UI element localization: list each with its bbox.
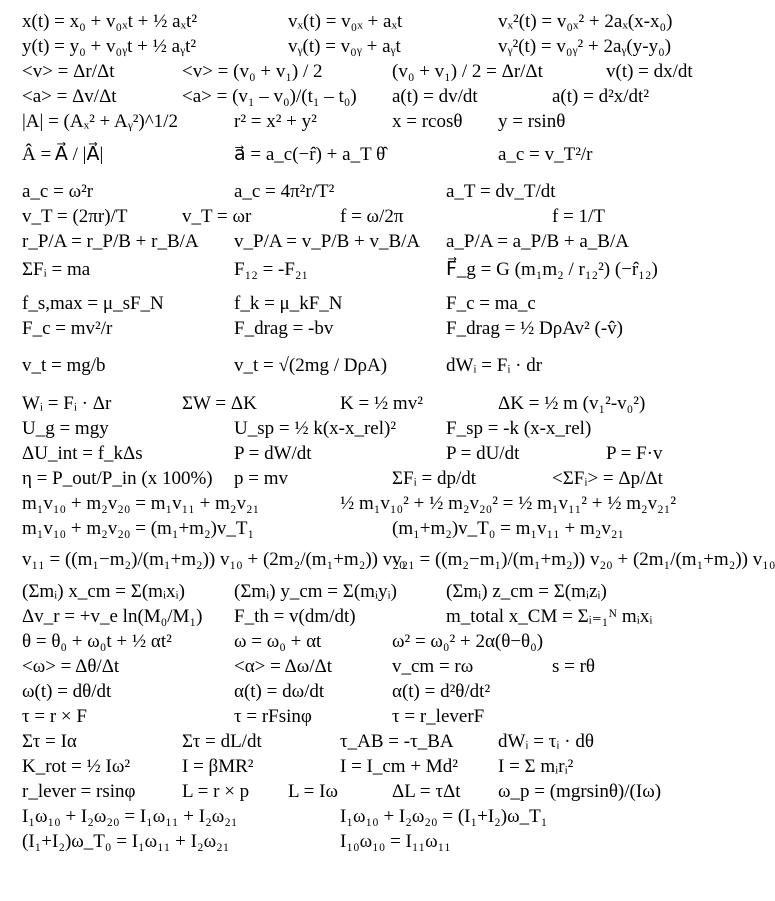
formula-accel-components: a⃗ = a_c(−r̂) + a_T θ̂: [234, 144, 386, 165]
formula-spring-force: F_sp = -k (x-x_rel): [446, 418, 592, 439]
formula-avg-angular-velocity: <ω> = Δθ/Δt: [22, 656, 120, 677]
formula-torque-cross: τ = r × F: [22, 706, 87, 727]
formula-center-of-mass-sum: m_total x_CM = Σᵢ₌₁ᴺ mᵢxᵢ: [446, 606, 653, 627]
formula-arc-length: s = rθ: [552, 656, 596, 677]
formula-tangential-omega: v_T = ωr: [182, 206, 252, 227]
formula-moment-inertia-beta: I = βMR²: [182, 756, 254, 777]
formula-center-of-mass-x: (Σmᵢ) x_cm = Σ(mᵢxᵢ): [22, 581, 185, 602]
formula-angular-position: θ = θ₀ + ω₀t + ½ αt²: [22, 631, 172, 652]
formula-differential-work: dWᵢ = Fᵢ · dr: [446, 355, 543, 376]
formula-work-energy: ΣW = ΔK: [182, 393, 257, 414]
formula-angular-explosion: (I₁+I₂)ω_T₀ = I₁ω₁₁ + I₂ω₂₁: [22, 831, 230, 852]
formula-x-position: x(t) = x₀ + v₀ₓt + ½ aₓt²: [22, 11, 198, 32]
formula-vy-squared: vᵧ²(t) = v₀ᵧ² + 2aᵧ(y-y₀): [498, 36, 672, 57]
formula-rotational-ke: K_rot = ½ Iω²: [22, 756, 131, 777]
formula-static-friction: f_s,max = μ_sF_N: [22, 293, 164, 314]
formula-kinetic-energy: K = ½ mv²: [340, 393, 423, 414]
formula-linear-drag: F_drag = -bv: [234, 318, 334, 339]
formula-vx: vₓ(t) = v₀ₓ + aₓt: [288, 11, 403, 32]
formula-force-momentum: ΣFᵢ = dp/dt: [392, 468, 477, 489]
formula-torque-sine: τ = rFsinφ: [234, 706, 312, 727]
formula-avg-force-momentum: <ΣFᵢ> = Δp/Δt: [552, 468, 663, 489]
formula-angular-impulse: ΔL = τΔt: [392, 781, 461, 802]
formula-avg-accel-interval: <a> = (v₁ – v₀)/(t₁ – t₀): [182, 86, 357, 107]
formula-frequency-omega: f = ω/2π: [340, 206, 404, 227]
formula-relative-accel: a_P/A = a_P/B + a_B/A: [446, 231, 629, 252]
formula-quadratic-drag: F_drag = ½ DρAv² (-v̂): [446, 318, 623, 339]
formula-angular-velocity: ω = ω₀ + αt: [234, 631, 322, 652]
formula-centripetal-period: a_c = 4π²r/T²: [234, 181, 335, 202]
formula-center-of-mass-y: (Σmᵢ) y_cm = Σ(mᵢyᵢ): [234, 581, 397, 602]
formula-newton-second: ΣFᵢ = ma: [22, 259, 91, 280]
formula-kinetic-friction: f_k = μ_kF_N: [234, 293, 343, 314]
formula-work: Wᵢ = Fᵢ · Δr: [22, 393, 112, 414]
formula-efficiency: η = P_out/P_in (x 100%): [22, 468, 213, 489]
formula-centripetal-force-v: F_c = mv²/r: [22, 318, 113, 339]
formula-angular-inelastic: I₁ω₁₀ + I₂ω₂₀ = (I₁+I₂)ω_T₁: [340, 806, 548, 827]
formula-gravitational-pe: U_g = mgy: [22, 418, 109, 439]
formula-vector-magnitude: |A| = (Aₓ² + Aᵧ²)^1/2: [22, 111, 178, 132]
formula-tangential-accel: a_T = dv_T/dt: [446, 181, 556, 202]
formula-rotational-work: dWᵢ = τᵢ · dθ: [498, 731, 594, 752]
formula-rocket-equation: Δv_r = +v_e ln(M₀/M₁): [22, 606, 203, 627]
formula-y-position: y(t) = y₀ + v₀ᵧt + ½ aᵧt²: [22, 36, 197, 57]
formula-avg-velocity-eq: (v₀ + v₁) / 2 = Δr/Δt: [392, 61, 543, 82]
formula-avg-accel: <a> = Δv/Δt: [22, 86, 117, 107]
formula-thrust: F_th = v(dm/dt): [234, 606, 356, 627]
formula-explosion: (m₁+m₂)v_T₀ = m₁v₁₁ + m₂v₂₁: [392, 518, 625, 539]
formula-frequency-period: f = 1/T: [552, 206, 605, 227]
formula-centripetal-omega: a_c = ω²r: [22, 181, 94, 202]
formula-accel-second-derivative: a(t) = d²x/dt²: [552, 86, 650, 107]
formula-radius-squared: r² = x² + y²: [234, 111, 317, 132]
formula-gravitation: F⃗_g = G (m₁m₂ / r₁₂²) (−r̂₁₂): [446, 259, 658, 280]
formula-power-energy: P = dU/dt: [446, 443, 520, 464]
formula-alpha-second-derivative: α(t) = d²θ/dt²: [392, 681, 491, 702]
formula-torque-lever: τ = r_leverF: [392, 706, 485, 727]
formula-accel-derivative: a(t) = dv/dt: [392, 86, 478, 107]
formula-relative-position: r_P/A = r_P/B + r_B/A: [22, 231, 199, 252]
formula-unit-vector: Â = A⃗ / |A⃗|: [22, 144, 104, 165]
formula-internal-energy: ΔU_int = f_kΔs: [22, 443, 143, 464]
formula-torque-pair: τ_AB = -τ_BA: [340, 731, 454, 752]
formula-avg-velocity-mean: <v> = (v₀ + v₁) / 2: [182, 61, 323, 82]
formula-precession: ω_p = (mgrsinθ)/(Iω): [498, 781, 662, 802]
formula-power-force: P = F·v: [606, 443, 663, 464]
formula-angular-momentum-inertia: L = Iω: [288, 781, 338, 802]
formula-momentum: p = mv: [234, 468, 288, 489]
formula-y-polar: y = rsinθ: [498, 111, 566, 132]
formula-avg-angular-accel: <α> = Δω/Δt: [234, 656, 333, 677]
formula-spring-pe: U_sp = ½ k(x-x_rel)²: [234, 418, 397, 439]
formula-tangential-velocity: v_T = (2πr)/T: [22, 206, 128, 227]
formula-avg-velocity: <v> = Δr/Δt: [22, 61, 115, 82]
formula-vx-squared: vₓ²(t) = v₀ₓ² + 2aₓ(x-x₀): [498, 11, 673, 32]
formula-angular-momentum-single: I₁₀ω₁₀ = I₁₁ω₁₁: [340, 831, 451, 852]
formula-centripetal-force: F_c = ma_c: [446, 293, 536, 314]
formula-alpha-derivative: α(t) = dω/dt: [234, 681, 325, 702]
formula-x-polar: x = rcosθ: [392, 111, 463, 132]
formula-power-work: P = dW/dt: [234, 443, 312, 464]
formula-momentum-conservation: m₁v₁₀ + m₂v₂₀ = m₁v₁₁ + m₂v₂₁: [22, 493, 260, 514]
formula-relative-velocity: v_P/A = v_P/B + v_B/A: [234, 231, 421, 252]
formula-angular-velocity-squared: ω² = ω₀² + 2α(θ−θ₀): [392, 631, 544, 652]
formula-delta-kinetic: ΔK = ½ m (v₁²-v₀²): [498, 393, 646, 414]
formula-terminal-velocity-linear: v_t = mg/b: [22, 355, 106, 376]
formula-newton-third: F₁₂ = -F₂₁: [234, 259, 309, 280]
formula-parallel-axis: I = I_cm + Md²: [340, 756, 458, 777]
formula-angular-momentum-conservation: I₁ω₁₀ + I₂ω₂₀ = I₁ω₁₁ + I₂ω₂₁: [22, 806, 238, 827]
formula-torque-angular-momentum: Στ = dL/dt: [182, 731, 262, 752]
formula-moment-inertia-sum: I = Σ mᵢrᵢ²: [498, 756, 574, 777]
formula-velocity-derivative: v(t) = dx/dt: [606, 61, 693, 82]
formula-cm-velocity: v_cm = rω: [392, 656, 474, 677]
formula-center-of-mass-z: (Σmᵢ) z_cm = Σ(mᵢzᵢ): [446, 581, 607, 602]
formula-lever-arm: r_lever = rsinφ: [22, 781, 136, 802]
formula-centripetal-accel: a_c = v_T²/r: [498, 144, 593, 165]
formula-vy: vᵧ(t) = v₀ᵧ + aᵧt: [288, 36, 401, 57]
formula-omega-derivative: ω(t) = dθ/dt: [22, 681, 112, 702]
formula-terminal-velocity-quadratic: v_t = √(2mg / DρA): [234, 355, 388, 376]
formula-elastic-v21: v₂₁ = ((m₂−m₁)/(m₁+m₂)) v₂₀ + (2m₁/(m₁+m₂)) v₁₀: [392, 549, 775, 570]
formula-inelastic-collision: m₁v₁₀ + m₂v₂₀ = (m₁+m₂)v_T₁: [22, 518, 255, 539]
formula-rotational-newton: Στ = Iα: [22, 731, 77, 752]
formula-elastic-v11: v₁₁ = ((m₁−m₂)/(m₁+m₂)) v₁₀ + (2m₂/(m₁+m₂)) v₂₀: [22, 549, 406, 570]
formula-angular-momentum-cross: L = r × p: [182, 781, 250, 802]
formula-kinetic-conservation: ½ m₁v₁₀² + ½ m₂v₂₀² = ½ m₁v₁₁² + ½ m₂v₂₁²: [340, 493, 677, 514]
